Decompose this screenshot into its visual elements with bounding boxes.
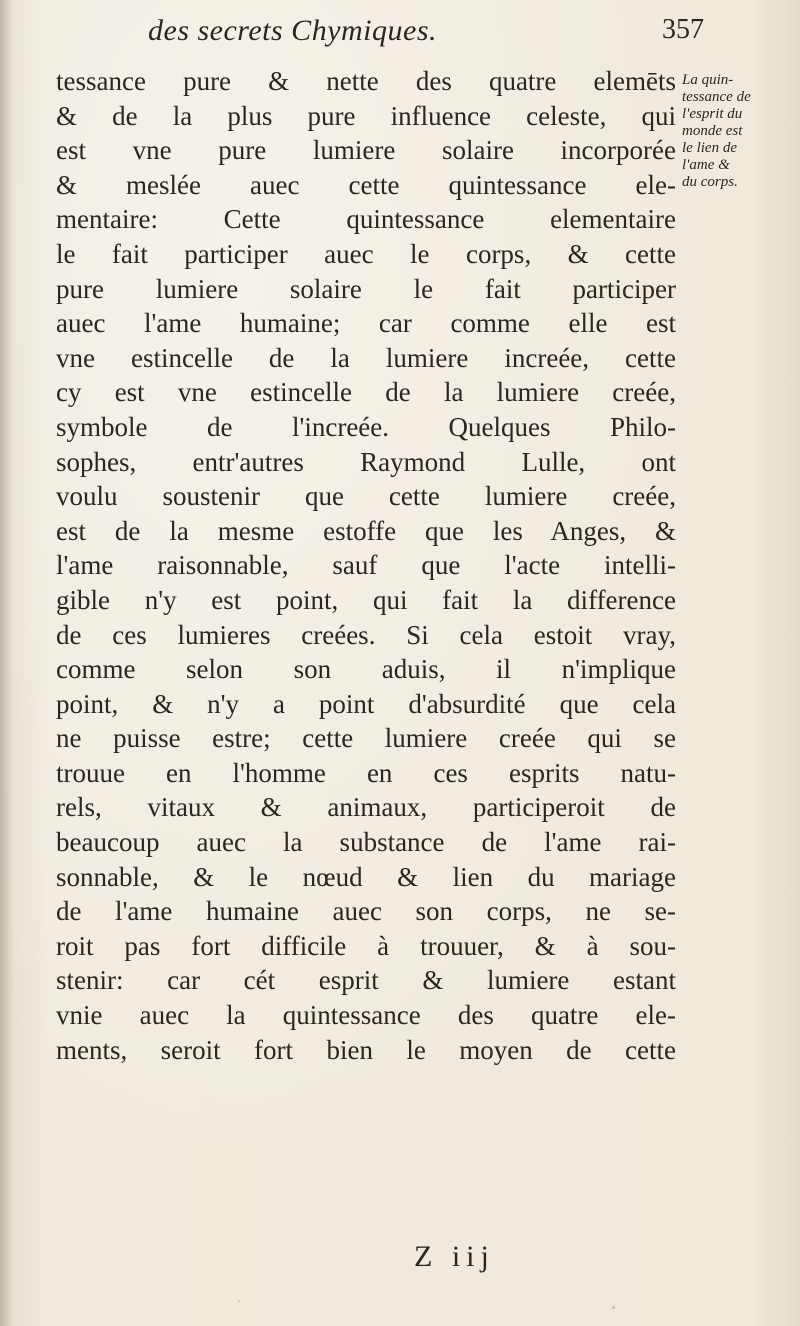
paper-speck: [612, 1306, 615, 1309]
page-number: 357: [662, 14, 704, 45]
text-line: trouue en l'homme en ces esprits natu-: [56, 757, 676, 788]
text-line: l'ame raisonnable, sauf que l'acte intelli-: [56, 550, 676, 581]
text-line: cy est vne estincelle de la lumiere creée,: [56, 377, 676, 408]
text-line: de l'ame humaine auec son corps, ne se-: [56, 896, 676, 927]
text-line: sonnable, & le nœud & lien du mariage: [56, 861, 676, 892]
text-line: gible n'y est point, qui fait la difference: [56, 584, 676, 615]
text-line: sophes, entr'autres Raymond Lulle, ont: [56, 446, 676, 477]
text-line: & meslée auec cette quintessance ele-: [56, 169, 676, 200]
text-line: est de la mesme estoffe que les Anges, &: [56, 515, 676, 546]
text-line: comme selon son aduis, il n'implique: [56, 654, 676, 685]
text-line: ne puisse estre; cette lumiere creée qui se: [56, 723, 676, 754]
margin-note: du corps.: [682, 174, 738, 190]
text-line: tessance pure & nette des quatre elemēts: [56, 66, 676, 96]
text-line: est vne pure lumiere solaire incorporée: [56, 135, 676, 166]
margin-note: monde est: [682, 123, 743, 139]
signature-mark: Z iij: [414, 1240, 495, 1273]
margin-note: tessance de: [682, 89, 751, 105]
text-line: vnie auec la quintessance des quatre ele-: [56, 1000, 676, 1031]
text-line: auec l'ame humaine; car comme elle est: [56, 308, 676, 339]
binding-shadow: [0, 0, 14, 1326]
text-line: mentaire: Cette quintessance elementaire: [56, 204, 676, 235]
text-line: de ces lumieres creées. Si cela estoit vray,: [56, 619, 676, 650]
text-line: & de la plus pure influence celeste, qui: [56, 100, 676, 131]
margin-note: l'ame &: [682, 157, 730, 173]
margin-note: le lien de: [682, 140, 737, 156]
text-line: beaucoup auec la substance de l'ame rai-: [56, 827, 676, 858]
margin-note: l'esprit du: [682, 106, 743, 122]
text-line: roit pas fort difficile à trouuer, & à sou-: [56, 930, 676, 961]
text-line: le fait participer auec le corps, & cette: [56, 238, 676, 269]
running-head: des secrets Chymiques.: [148, 14, 437, 47]
text-line: vne estincelle de la lumiere increée, cette: [56, 342, 676, 373]
margin-note: La quin-: [682, 72, 734, 88]
text-line: pure lumiere solaire le fait participer: [56, 273, 676, 304]
text-line: point, & n'y a point d'absurdité que cela: [56, 688, 676, 719]
text-line: voulu soustenir que cette lumiere creée,: [56, 481, 676, 512]
text-line: stenir: car cét esprit & lumiere estant: [56, 965, 676, 996]
body-text: [56, 64, 676, 1067]
text-line: ments, seroit fort bien le moyen de cette: [56, 1034, 676, 1065]
text-line: symbole de l'increée. Quelques Philo-: [56, 411, 676, 442]
page-header: [0, 14, 800, 54]
margin-notes: [682, 72, 794, 191]
text-line: rels, vitaux & animaux, participeroit de: [56, 792, 676, 823]
paper-speck: [238, 1300, 240, 1302]
